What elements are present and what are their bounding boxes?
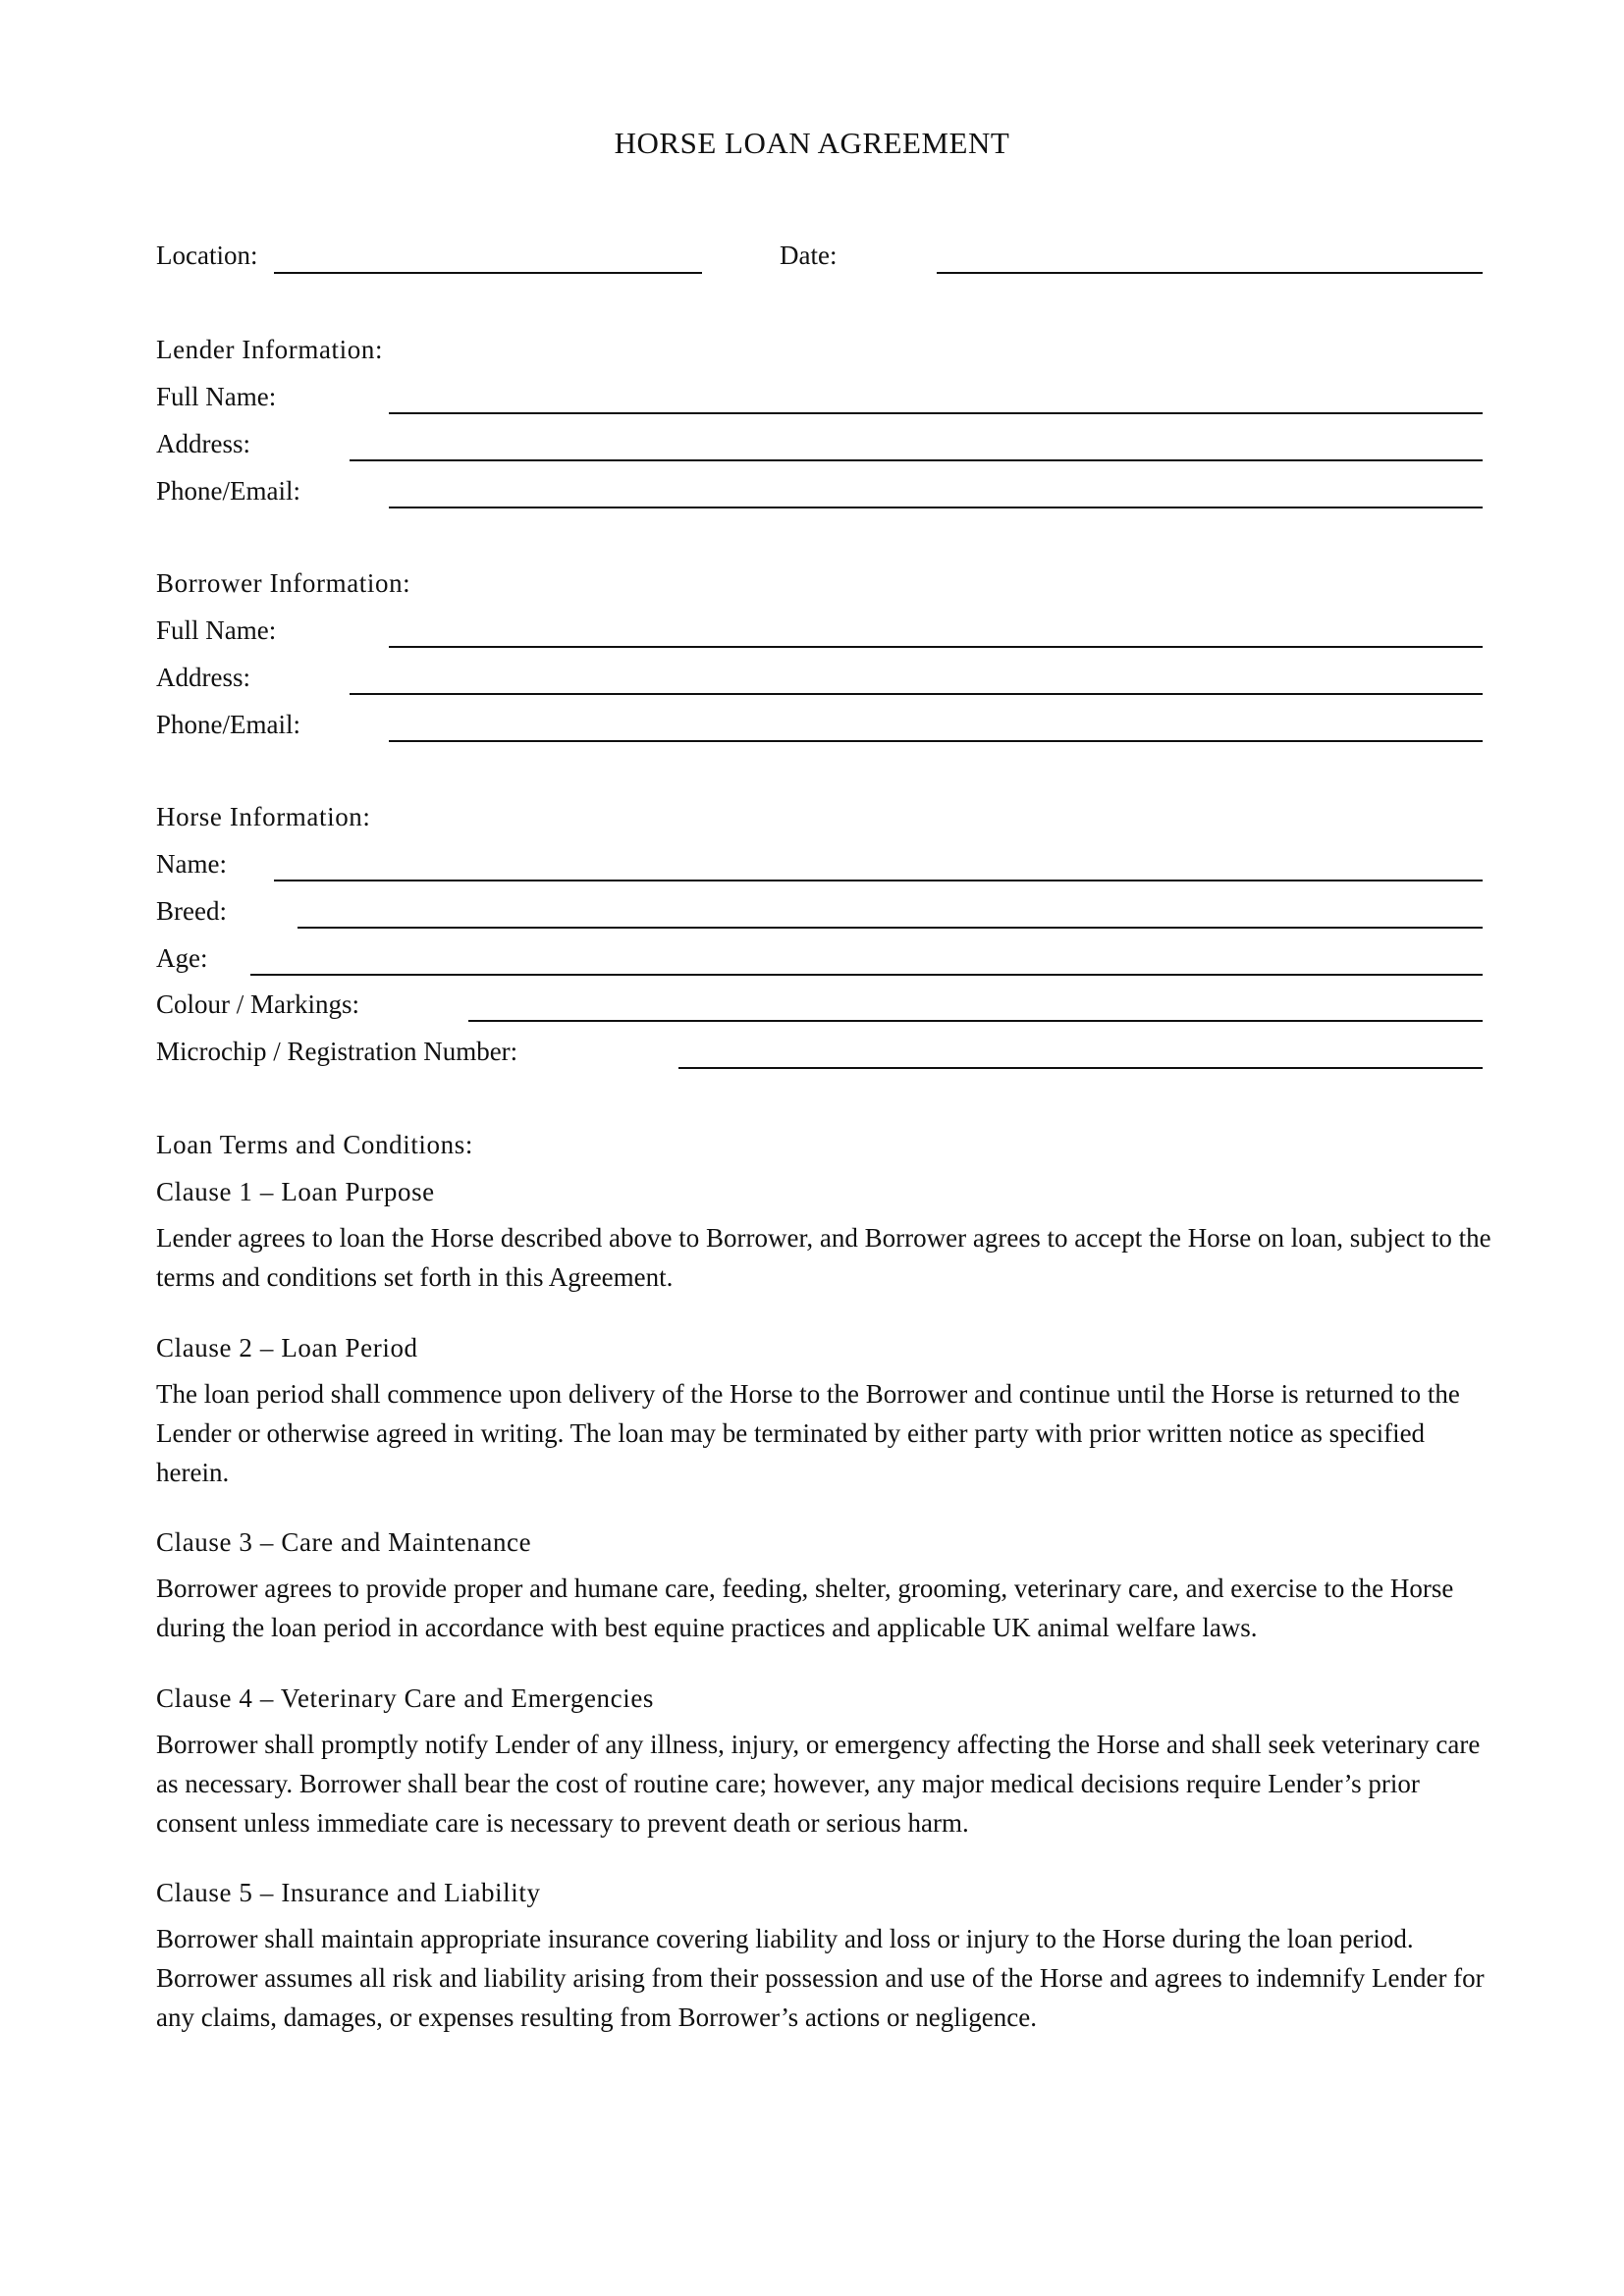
- terms-heading: Loan Terms and Conditions:: [156, 1130, 473, 1159]
- horse-age-field[interactable]: [250, 974, 1483, 976]
- lender-phone-email-label: Phone/Email:: [156, 476, 300, 506]
- horse-microchip-field[interactable]: [678, 1067, 1483, 1069]
- date-field[interactable]: [937, 272, 1483, 274]
- horse-name-label: Name:: [156, 849, 227, 879]
- borrower-heading: Borrower Information:: [156, 568, 411, 598]
- clause-5-title: Clause 5 – Insurance and Liability: [156, 1878, 541, 1907]
- clause-3-title: Clause 3 – Care and Maintenance: [156, 1527, 532, 1557]
- borrower-full-name-field[interactable]: [389, 646, 1483, 648]
- horse-breed-label: Breed:: [156, 896, 227, 926]
- borrower-phone-email-field[interactable]: [389, 740, 1483, 742]
- lender-address-label: Address:: [156, 429, 250, 458]
- date-label: Date:: [780, 240, 838, 270]
- borrower-address-label: Address:: [156, 663, 250, 692]
- clause-5-text: Borrower shall maintain appropriate insurance covering liability and loss or injury to the Horse during the loan period. Borrower assumes all risk and liability arising from their possession and use of the Horse and agrees to indemnify Lender for any claims, damages, or expenses resulting from Borrower’s actions or negligence.: [156, 1924, 1485, 2032]
- location-label: Location:: [156, 240, 258, 270]
- horse-heading: Horse Information:: [156, 802, 371, 831]
- horse-colour-field[interactable]: [468, 1020, 1483, 1022]
- lender-address-field[interactable]: [350, 459, 1483, 461]
- clause-2-text: The loan period shall commence upon delivery of the Horse to the Borrower and continue until the Horse is returned to the Lender or otherwise agreed in writing. The loan may be terminated by either party with prior written notice as specified herein.: [156, 1379, 1460, 1487]
- lender-phone-email-field[interactable]: [389, 507, 1483, 508]
- borrower-phone-email-label: Phone/Email:: [156, 710, 300, 739]
- clause-3-text: Borrower agrees to provide proper and humane care, feeding, shelter, grooming, veterinary care, and exercise to the Horse during the loan period in accordance with best equine practices and applicable UK animal welfare laws.: [156, 1574, 1454, 1642]
- lender-full-name-field[interactable]: [389, 412, 1483, 414]
- horse-breed-field[interactable]: [298, 927, 1483, 929]
- borrower-address-field[interactable]: [350, 693, 1483, 695]
- clause-4-title: Clause 4 – Veterinary Care and Emergencies: [156, 1683, 655, 1713]
- document-title: HORSE LOAN AGREEMENT: [614, 126, 1010, 160]
- clause-1-title: Clause 1 – Loan Purpose: [156, 1177, 435, 1206]
- location-field[interactable]: [274, 272, 702, 274]
- horse-name-field[interactable]: [274, 880, 1483, 881]
- horse-age-label: Age:: [156, 943, 208, 973]
- lender-full-name-label: Full Name:: [156, 382, 277, 411]
- horse-microchip-label: Microchip / Registration Number:: [156, 1037, 518, 1066]
- lender-heading: Lender Information:: [156, 335, 384, 364]
- borrower-full-name-label: Full Name:: [156, 615, 277, 645]
- clause-2-title: Clause 2 – Loan Period: [156, 1333, 418, 1362]
- horse-colour-label: Colour / Markings:: [156, 989, 359, 1019]
- clause-4-text: Borrower shall promptly notify Lender of any illness, injury, or emergency affecting the Horse and shall seek veterinary care as necessary. Borrower shall bear the cost of routine care; however, any major medical decisions require Lender’s prior consent unless immediate care is necessary to prevent death or serious harm.: [156, 1730, 1481, 1838]
- clause-1-text: Lender agrees to loan the Horse described above to Borrower, and Borrower agrees to accept the Horse on loan, subject to the terms and conditions set forth in this Agreement.: [156, 1223, 1491, 1292]
